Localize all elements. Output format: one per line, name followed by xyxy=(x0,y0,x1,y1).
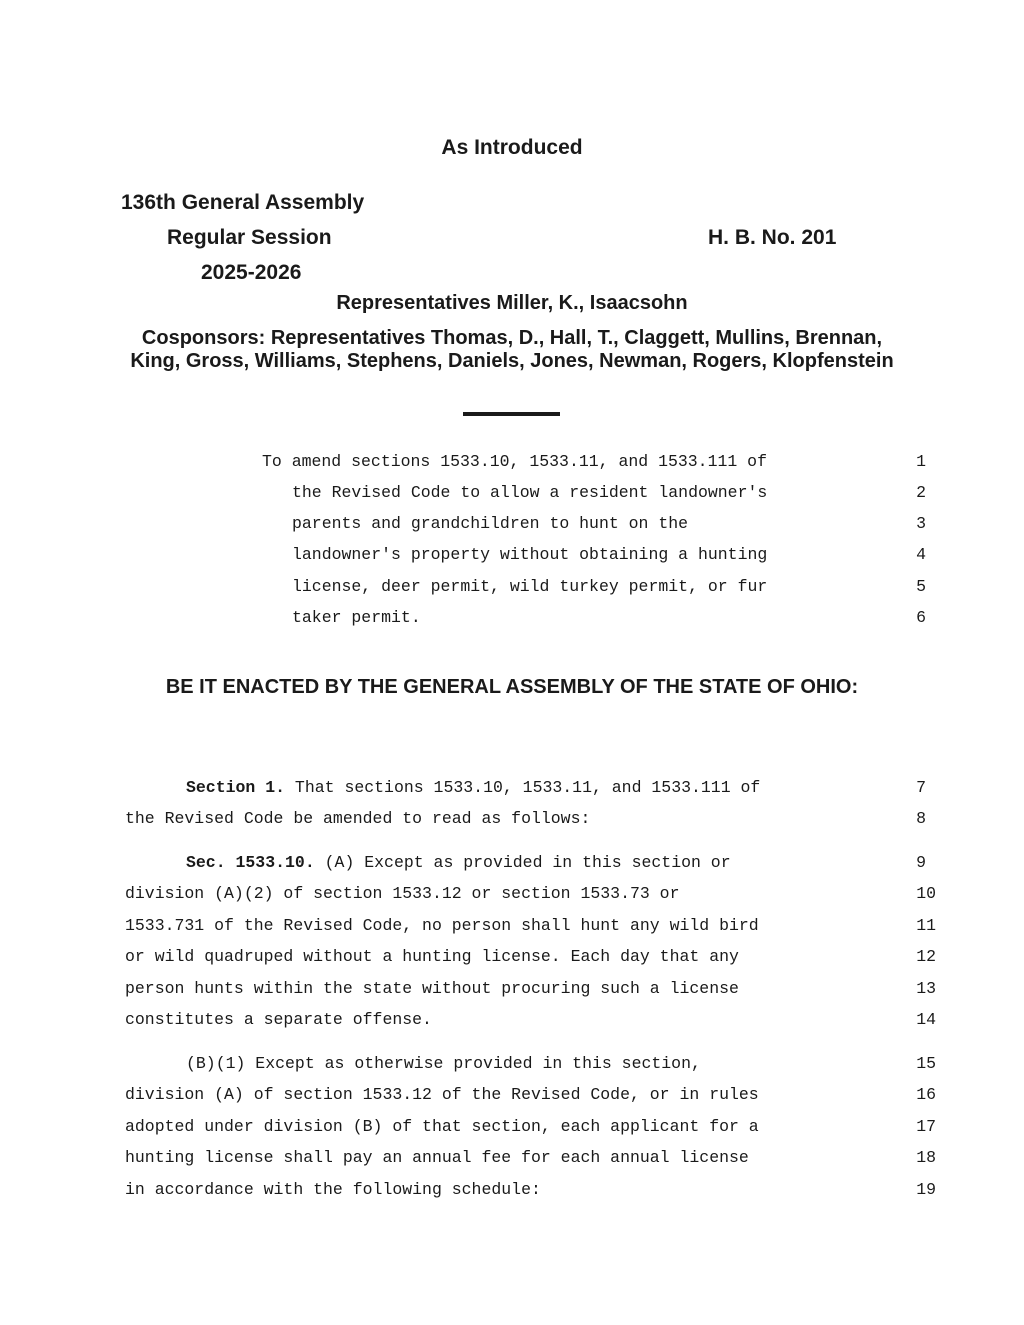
title-divider xyxy=(463,412,560,416)
title-line: To amend sections 1533.10, 1533.11, and 1533.111 of xyxy=(262,452,767,471)
enacting-clause: BE IT ENACTED BY THE GENERAL ASSEMBLY OF THE STATE OF OHIO: xyxy=(165,676,859,698)
line-number: 12 xyxy=(916,947,936,966)
title-line: landowner's property without obtaining a hunting xyxy=(292,545,768,564)
sec-1533-10-text: (A) Except as provided in this section or xyxy=(314,853,731,872)
title-line: parents and grandchildren to hunt on the xyxy=(292,514,689,533)
bill-number: H. B. No. 201 xyxy=(708,226,837,249)
line-number: 9 xyxy=(916,853,926,872)
body-line: the Revised Code be amended to read as follows: xyxy=(125,809,591,828)
line-number: 14 xyxy=(916,1010,936,1029)
line-number: 15 xyxy=(916,1054,936,1073)
line-number: 7 xyxy=(916,778,926,797)
section-1-label: Section 1. xyxy=(186,778,286,797)
line-number: 6 xyxy=(916,608,926,627)
body-line: division (A)(2) of section 1533.12 or section 1533.73 or xyxy=(125,884,680,903)
title-line: the Revised Code to allow a resident landowner's xyxy=(292,483,768,502)
body-line: division (A) of section 1533.12 of the Revised Code, or in rules xyxy=(125,1085,759,1104)
body-line: 1533.731 of the Revised Code, no person shall hunt any wild bird xyxy=(125,916,759,935)
line-number: 18 xyxy=(916,1148,936,1167)
session-years: 2025-2026 xyxy=(201,261,302,284)
line-number: 3 xyxy=(916,514,926,533)
cosponsors-line-2: King, Gross, Williams, Stephens, Daniels, Jones, Newman, Rogers, Klopfenstein xyxy=(130,350,894,372)
body-line: in accordance with the following schedule: xyxy=(125,1180,541,1199)
body-line: (B)(1) Except as otherwise provided in this section, xyxy=(186,1054,701,1073)
document-status: As Introduced xyxy=(441,136,583,159)
line-number: 10 xyxy=(916,884,936,903)
body-line: adopted under division (B) of that section, each applicant for a xyxy=(125,1117,759,1136)
line-number: 13 xyxy=(916,979,936,998)
body-line: constitutes a separate offense. xyxy=(125,1010,432,1029)
title-line: taker permit. xyxy=(292,608,421,627)
line-number: 4 xyxy=(916,545,926,564)
cosponsors-line-1: Cosponsors: Representatives Thomas, D., Hall, T., Claggett, Mullins, Brennan, xyxy=(141,327,883,349)
line-number: 19 xyxy=(916,1180,936,1199)
sec-1533-10-label: Sec. 1533.10. xyxy=(186,853,315,872)
title-line: license, deer permit, wild turkey permit, or fur xyxy=(292,577,768,596)
general-assembly: 136th General Assembly xyxy=(121,191,365,214)
line-number: 8 xyxy=(916,809,926,828)
line-number: 2 xyxy=(916,483,926,502)
line-number: 11 xyxy=(916,916,936,935)
section-1-line-1 xyxy=(186,778,760,797)
line-number: 16 xyxy=(916,1085,936,1104)
line-number: 1 xyxy=(916,452,926,471)
section-1-text: That sections 1533.10, 1533.11, and 1533.111 of xyxy=(285,778,761,797)
body-line: person hunts within the state without procuring such a license xyxy=(125,979,739,998)
sec-1533-10-line-1 xyxy=(186,853,731,872)
body-line: or wild quadruped without a hunting license. Each day that any xyxy=(125,947,739,966)
line-number: 17 xyxy=(916,1117,936,1136)
sponsors: Representatives Miller, K., Isaacsohn xyxy=(336,292,688,314)
line-number: 5 xyxy=(916,577,926,596)
session-label: Regular Session xyxy=(167,226,332,249)
body-line: hunting license shall pay an annual fee for each annual license xyxy=(125,1148,749,1167)
